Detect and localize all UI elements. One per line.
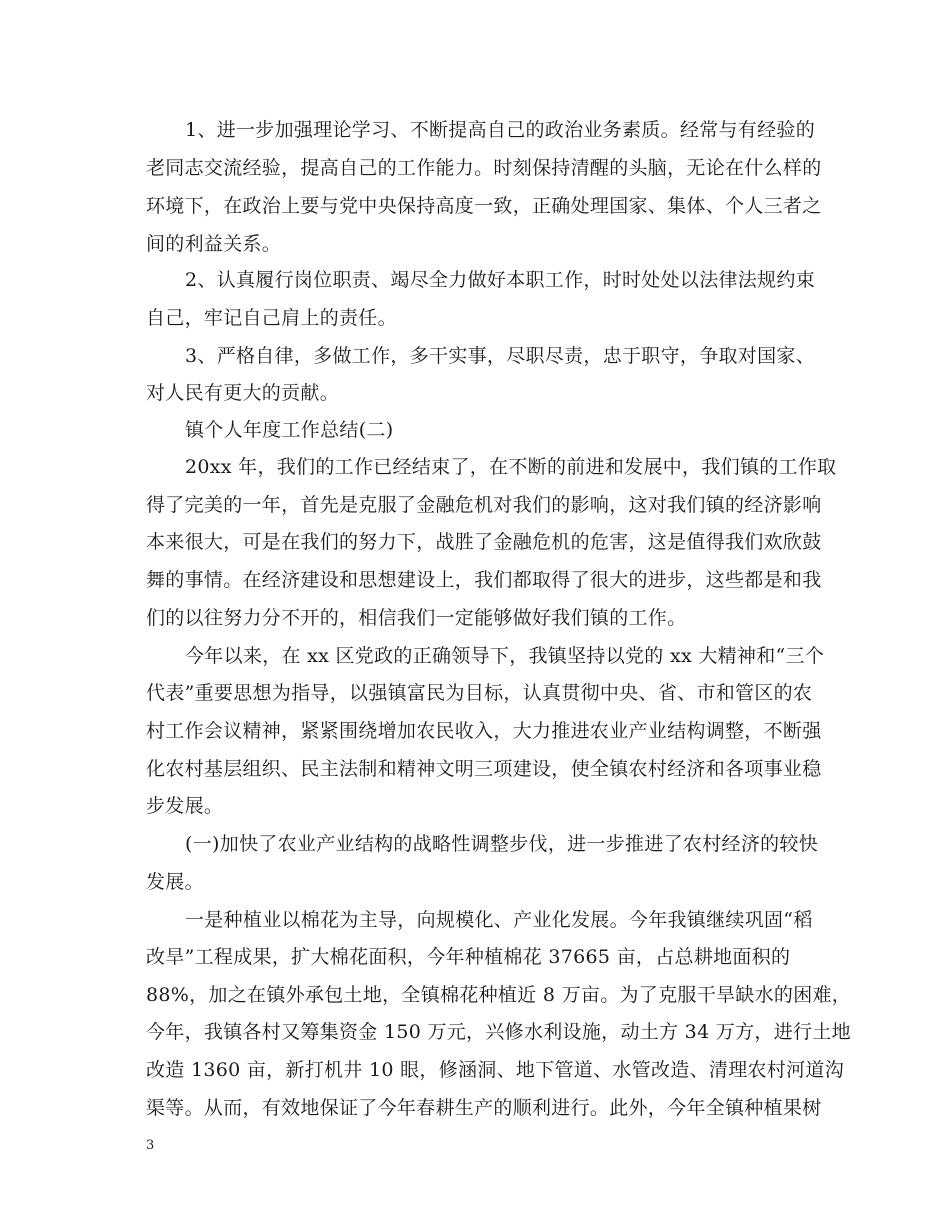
page-number: 3 — [146, 1138, 155, 1153]
text-line: 间的利益关系。 — [146, 233, 282, 255]
text-line: 今年以来，在 xx 区党政的正确领导下，我镇坚持以党的 xx 大精神和“三个 — [185, 645, 825, 667]
text-line: 化农村基层组织、民主法制和精神文明三项建设，使全镇农村经济和各项事业稳 — [146, 758, 822, 780]
text-line: 88%，加之在镇外承包土地，全镇棉花种植近 8 万亩。为了克服干旱缺水的困难， — [146, 984, 852, 1006]
text-line: 发展。 — [146, 871, 204, 893]
text-line: 今年，我镇各村又筹集资金 150 万元，兴修水利设施，动土方 34 万方，进行土地 — [146, 1021, 851, 1043]
text-line: 2、认真履行岗位职责、竭尽全力做好本职工作，时时处处以法律法规约束 — [185, 269, 815, 291]
text-line: 渠等。从而，有效地保证了今年春耕生产的顺利进行。此外，今年全镇种植果树 — [146, 1097, 822, 1119]
text-line: 们的以往努力分不开的，相信我们一定能够做好我们镇的工作。 — [146, 607, 687, 629]
section-heading: 镇个人年度工作总结(二) — [185, 419, 394, 441]
text-line: 改造 1360 亩，新打机井 10 眼，修涵洞、地下管道、水管改造、清理农村河道沟 — [146, 1059, 844, 1081]
text-line: 本来很大，可是在我们的努力下，战胜了金融危机的危害，这是值得我们欢欣鼓 — [146, 531, 822, 553]
text-line: 3、严格自律，多做工作，多干实事，尽职尽责，忠于职守，争取对国家、 — [185, 345, 815, 367]
text-line: 村工作会议精神，紧紧围绕增加农民收入，大力推进农业产业结构调整，不断强 — [146, 720, 822, 742]
text-line: (一)加快了农业产业结构的战略性调整步伐，进一步推进了农村经济的较快 — [185, 833, 819, 855]
text-line: 老同志交流经验，提高自己的工作能力。时刻保持清醒的头脑，无论在什么样的 — [146, 157, 822, 179]
text-line: 改旱”工程成果，扩大棉花面积，今年种植棉花 37665 亩，占总耕地面积的 — [146, 946, 791, 968]
text-line: 1、进一步加强理论学习、不断提高自己的政治业务素质。经常与有经验的 — [185, 119, 815, 141]
text-line: 一是种植业以棉花为主导，向规模化、产业化发展。今年我镇继续巩固“稻 — [185, 909, 813, 931]
text-line: 代表”重要思想为指导，以强镇富民为目标，认真贯彻中央、省、市和管区的农 — [146, 682, 813, 704]
text-line: 得了完美的一年，首先是克服了金融危机对我们的影响，这对我们镇的经济影响 — [146, 494, 822, 516]
text-line: 自己，牢记自己肩上的责任。 — [146, 307, 397, 329]
text-line: 对人民有更大的贡献。 — [146, 382, 340, 404]
text-line: 舞的事情。在经济建设和思想建设上，我们都取得了很大的进步，这些都是和我 — [146, 569, 822, 591]
text-line: 环境下，在政治上要与党中央保持高度一致，正确处理国家、集体、个人三者之 — [146, 195, 822, 217]
text-line: 20xx 年，我们的工作已经结束了，在不断的前进和发展中，我们镇的工作取 — [185, 456, 837, 478]
text-line: 步发展。 — [146, 795, 224, 817]
